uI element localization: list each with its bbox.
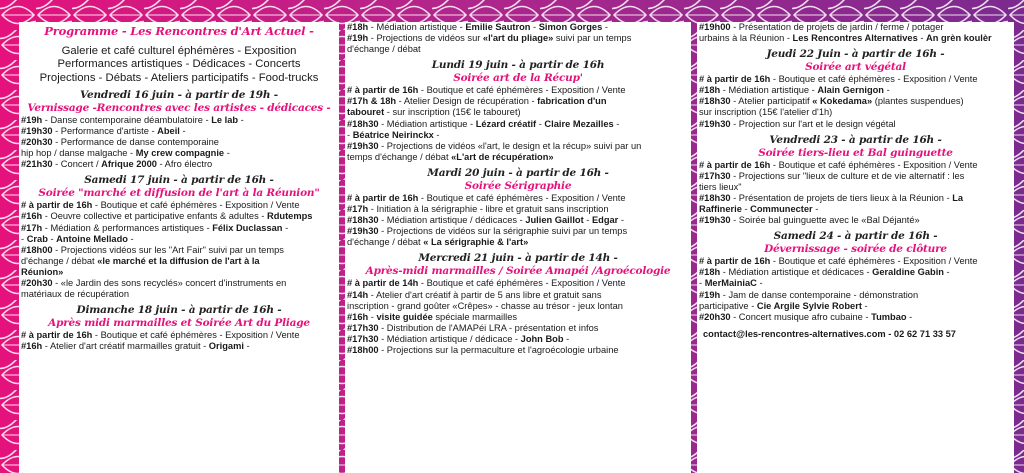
time-label: #20h30 — [699, 311, 731, 322]
line-text: - Projection sur l'art et le design végétal — [730, 118, 896, 129]
line-text: - — [602, 22, 608, 32]
line-text: - Projections vidéos sur les "Art Fair" suivi par un temps — [52, 244, 284, 255]
program-line — [697, 119, 1014, 130]
artist-name: Edgar — [591, 215, 619, 226]
day-block-monday-19 — [345, 59, 691, 163]
time-label: #20h30 — [21, 137, 53, 148]
program-line — [697, 85, 1014, 96]
program-line — [19, 211, 339, 222]
line-text: - Boutique et café éphémères - Exposition / Vente — [418, 192, 626, 203]
artist-name: An grèn koulèr — [926, 33, 992, 44]
program-line — [345, 334, 691, 345]
day-block-saturday-24 — [697, 230, 1014, 323]
artist-name: MerMainiaC — [704, 278, 757, 289]
program-line — [19, 245, 339, 256]
program-line — [345, 226, 691, 237]
line-text: - — [884, 85, 890, 96]
time-label: #17h — [21, 222, 43, 233]
program-line — [697, 96, 1014, 107]
artist-name: « Kokedama» — [812, 96, 873, 107]
artist-name: Afrique 2000 — [101, 159, 157, 170]
program-line — [19, 223, 339, 234]
artist-name: Emilie Sautron — [465, 22, 531, 32]
program-line — [697, 171, 1014, 182]
line-text: - — [917, 33, 927, 44]
day-block-saturday-17 — [19, 174, 339, 300]
line-text: - Performance d'artiste - — [52, 125, 158, 136]
artist-name: Cie Argile Sylvie Robert — [756, 300, 862, 311]
line-text: - Projections sur la permaculture et l'agroécologie urbaine — [378, 344, 619, 355]
line-text: - — [741, 204, 751, 215]
line-text: d'échange / débat — [21, 255, 98, 266]
line-text: - Médiation artistique - — [368, 22, 466, 32]
line-text: - Performance de danse contemporaine — [52, 137, 219, 148]
line-text: d'échange / débat — [347, 44, 421, 55]
artist-name: «l'art du pliage» — [482, 33, 554, 44]
event-title: Après-midi marmailles / Soirée Amapéi /Agroécologie — [365, 265, 671, 278]
event-schedule — [345, 85, 691, 163]
line-text: - — [530, 22, 539, 32]
time-label: #19h30 — [347, 140, 379, 151]
continued-lines — [345, 22, 691, 55]
line-text: hip hop / danse malgache - — [21, 148, 136, 159]
artist-name: Antoine Mellado — [56, 233, 128, 244]
program-line — [345, 152, 691, 163]
artist-name: «le marché et la diffusion de l'art à la — [97, 255, 260, 266]
artist-name: Lézard créatif — [475, 118, 537, 129]
artist-name: visite guidée — [376, 311, 433, 322]
event-schedule — [697, 256, 1014, 323]
event-title: Soirée art de la Récup' — [453, 72, 583, 85]
line-text: - Présentation de projets de tiers lieux à la Réunion - — [730, 192, 953, 203]
artist-name: tabouret — [347, 107, 385, 118]
line-text: - Projections de vidéos sur — [368, 33, 483, 44]
line-text: - Concert musique afro cubaine - — [730, 311, 872, 322]
line-text: d'échange / débat — [347, 237, 424, 248]
time-label: # à partir de 16h — [347, 85, 419, 96]
program-line — [697, 22, 1014, 33]
line-text: (plantes suspendues) — [872, 96, 964, 107]
line-text: - — [906, 311, 913, 322]
line-text: - Boutique et café éphémères - Exposition / Vente — [418, 85, 626, 96]
day-block-tuesday-20 — [345, 167, 691, 248]
line-text: - Atelier d'art créatif à partir de 5 ans libre et gratuit sans — [368, 289, 602, 300]
line-text: - — [21, 233, 27, 244]
line-text: - Médiation artistique / dédicaces - — [378, 215, 526, 226]
artist-name: La — [952, 192, 964, 203]
intro-line: Galerie et café culturel éphémères - Exposition — [61, 45, 297, 57]
program-line — [345, 345, 691, 356]
line-text: - — [812, 204, 819, 215]
time-label: #17h & 18h — [347, 96, 397, 107]
event-schedule — [19, 115, 339, 170]
program-line — [697, 256, 1014, 267]
program-line — [345, 130, 691, 141]
program-title: Programme - Les Rencontres d'Art Actuel - — [44, 24, 314, 38]
time-label: #16h — [21, 341, 43, 352]
program-line — [19, 200, 339, 211]
event-schedule — [697, 74, 1014, 129]
line-text: - Boutique et café éphémères - Exposition / Vente — [92, 200, 300, 211]
time-label: #16h — [347, 311, 369, 322]
artist-name: Raffinerie — [699, 204, 742, 215]
program-line — [19, 126, 339, 137]
time-label: #19h00 — [699, 22, 731, 32]
event-schedule — [697, 160, 1014, 227]
program-line — [345, 44, 691, 55]
day-block-friday-16 — [19, 89, 339, 170]
time-label: #14h — [347, 289, 369, 300]
program-line — [697, 215, 1014, 226]
time-label: #18h00 — [347, 344, 379, 355]
line-text: - Médiation artistique et dédicaces - — [720, 267, 873, 278]
line-text: - «le Jardin des sons recyclés» concert d'instruments en — [52, 278, 287, 289]
line-text: - — [613, 118, 620, 129]
time-label: #19h — [347, 33, 369, 44]
event-schedule — [19, 330, 339, 352]
time-label: # à partir de 14h — [347, 278, 419, 289]
line-text: matériaux de récupération — [21, 289, 130, 300]
line-text: - — [368, 311, 377, 322]
time-label: # à partir de 16h — [699, 256, 771, 267]
line-text: - Boutique et café éphémères - Exposition / Vente — [770, 256, 978, 267]
time-label: #20h30 — [21, 278, 53, 289]
artist-name: Béatrice Neirinckx — [352, 129, 434, 140]
program-line — [19, 267, 339, 278]
line-text: - — [563, 333, 570, 344]
time-label: #19h — [699, 289, 721, 300]
time-label: #17h30 — [699, 170, 731, 181]
program-line — [19, 148, 339, 159]
event-title: Après midi marmailles et Soirée Art du Pliage — [48, 317, 310, 330]
program-line — [345, 237, 691, 248]
line-text: - Atelier Design de récupération - — [396, 96, 538, 107]
time-label: #19h30 — [699, 215, 731, 226]
time-label: #17h — [347, 204, 369, 215]
day-date-heading: Samedi 17 juin - à partir de 16h - — [84, 174, 274, 187]
program-line — [19, 137, 339, 148]
program-column-3 — [697, 22, 1014, 473]
line-text: - — [282, 222, 289, 233]
line-text: - — [47, 233, 57, 244]
time-label: #18h — [699, 267, 721, 278]
line-text: - Initiation à la sérigraphie - libre et gratuit sans inscription — [368, 204, 609, 215]
time-label: # à partir de 16h — [347, 192, 419, 203]
event-title: Vernissage -Rencontres avec les artistes - dédicaces - — [27, 101, 331, 114]
artist-name: Les Rencontres Alternatives — [792, 33, 918, 44]
artist-name: Origami — [208, 341, 244, 352]
day-date-heading: Jeudi 22 Juin - à partir de 16h - — [766, 48, 945, 61]
program-line — [345, 193, 691, 204]
artist-name: Alain Gernigon — [817, 85, 884, 96]
time-label: #18h30 — [699, 96, 731, 107]
artist-name: «L'art de récupération» — [451, 151, 554, 162]
program-line — [345, 215, 691, 226]
artist-name: Tumbao — [871, 311, 907, 322]
line-text: - Afro électro — [156, 159, 213, 170]
artist-name: Simon Gorges — [538, 22, 603, 32]
day-block-friday-23 — [697, 134, 1014, 227]
time-label: #19h30 — [699, 118, 731, 129]
day-date-heading: Vendredi 16 juin - à partir de 19h - — [80, 88, 278, 101]
artist-name: Félix Duclassan — [212, 222, 283, 233]
intro-line: Projections - Débats - Ateliers participatifs - Food-trucks — [39, 71, 319, 84]
line-text: spéciale marmailles — [432, 311, 518, 322]
continued-lines — [697, 22, 1014, 44]
program-line — [345, 107, 691, 118]
program-line — [19, 256, 339, 267]
contact-line[interactable]: contact@les-rencontres-alternatives.com - 02 62 71 33 57 — [703, 328, 956, 339]
event-schedule — [345, 193, 691, 248]
time-label: # à partir de 16h — [21, 200, 93, 211]
line-text: - — [433, 129, 440, 140]
program-line — [697, 278, 1014, 289]
program-line — [19, 278, 339, 289]
program-line — [697, 290, 1014, 301]
line-text: - — [943, 267, 950, 278]
artist-name: Claire Mezailles — [544, 118, 614, 129]
line-text: - Atelier participatif — [730, 96, 813, 107]
day-block-thursday-22 — [697, 48, 1014, 129]
program-line — [697, 74, 1014, 85]
day-date-heading: Mardi 20 juin - à partir de 16h - — [427, 166, 609, 179]
day-date-heading: Mercredi 21 juin - à partir de 14h - — [418, 252, 618, 265]
event-title: Dévernissage - soirée de clôture — [764, 243, 947, 256]
line-text: - — [347, 129, 353, 140]
artist-name: John Bob — [520, 333, 564, 344]
line-text: - Danse contemporaine déambulatoire - — [42, 114, 212, 125]
program-column-1 — [19, 22, 339, 473]
program-line — [697, 182, 1014, 193]
line-text: sur inscription (15€ l'atelier d'1h) — [699, 107, 833, 118]
line-text: - — [238, 114, 244, 125]
artist-name: Communecter — [750, 204, 813, 215]
line-text: participative - — [699, 300, 757, 311]
time-label: #18h30 — [347, 118, 379, 129]
event-title: Soirée Sérigraphie — [464, 179, 572, 192]
artist-name: fabrication d'un — [537, 96, 607, 107]
line-text: - Médiation & performances artistiques - — [42, 222, 213, 233]
program-line — [345, 33, 691, 44]
program-line — [345, 323, 691, 334]
time-label: #18h — [699, 85, 721, 96]
time-label: #16h — [21, 211, 43, 222]
program-line — [345, 85, 691, 96]
line-text: - — [536, 118, 545, 129]
time-label: #18h00 — [21, 244, 53, 255]
line-text: - — [699, 278, 705, 289]
program-line — [345, 278, 691, 289]
event-schedule — [345, 278, 691, 356]
program-line — [345, 312, 691, 323]
time-label: # à partir de 16h — [699, 74, 771, 85]
time-label: #19h — [21, 114, 43, 125]
line-text: - Boutique et café éphémères - Exposition / Vente — [418, 278, 626, 289]
program-line — [19, 289, 339, 300]
line-text: - Concert / — [52, 159, 102, 170]
time-label: #18h30 — [699, 192, 731, 203]
line-text: - — [583, 215, 592, 226]
line-text: - Atelier d'art créatif marmailles gratuit - — [42, 341, 209, 352]
artist-name: Abeil — [157, 125, 180, 136]
line-text: - Boutique et café éphémères - Exposition / Vente — [92, 330, 300, 341]
day-date-heading: Lundi 19 juin - à partir de 16h — [431, 59, 605, 72]
line-text: - sur inscription (15€ le tabouret) — [384, 107, 521, 118]
program-line — [697, 267, 1014, 278]
day-date-heading: Samedi 24 - à partir de 16h - — [773, 230, 938, 243]
line-text: - — [243, 341, 250, 352]
line-text: - — [127, 233, 134, 244]
program-line — [345, 301, 691, 312]
program-line — [697, 204, 1014, 215]
program-line — [345, 96, 691, 107]
program-line — [345, 204, 691, 215]
artist-name: Geraldine Gabin — [872, 267, 944, 278]
program-line — [19, 115, 339, 126]
day-date-heading: Dimanche 18 juin - à partir de 16h - — [76, 304, 282, 317]
time-label: #19h30 — [21, 125, 53, 136]
line-text: - — [179, 125, 186, 136]
line-text: - Boutique et café éphémères - Exposition / Vente — [770, 74, 978, 85]
time-label: # à partir de 16h — [21, 330, 93, 341]
program-line — [345, 141, 691, 152]
program-line — [19, 341, 339, 352]
time-label: #18h — [347, 22, 369, 32]
artist-name: Rdutemps — [267, 211, 313, 222]
program-line — [345, 119, 691, 130]
line-text: inscription - grand goûter «Crêpes» - chasse au trésor - jeux lontan — [347, 300, 623, 311]
line-text: - — [756, 278, 763, 289]
artist-name: My crew compagnie — [135, 148, 225, 159]
day-date-heading: Vendredi 23 - à partir de 16h - — [769, 133, 942, 146]
line-text: - Médiation artistique / dédicace - — [378, 333, 521, 344]
line-text: - Projections sur "lieux de culture et de vie alternatif : les — [730, 170, 965, 181]
time-label: #21h30 — [21, 159, 53, 170]
event-title: Soirée tiers-lieu et Bal guinguette — [758, 146, 953, 159]
intro-line: Performances artistiques - Dédicaces - Concerts — [57, 58, 301, 71]
line-text: suivi par un temps — [553, 33, 632, 44]
line-text: - Jam de danse contemporaine - démonstration — [720, 289, 919, 300]
program-line — [19, 330, 339, 341]
line-text: - Médiation artistique - — [378, 118, 476, 129]
artist-name: « La sérigraphie & l'art» — [423, 237, 529, 248]
line-text: - Distribution de l'AMAPéi LRA - présentation et infos — [378, 322, 599, 333]
program-line — [345, 290, 691, 301]
line-text: tiers lieux" — [699, 181, 742, 192]
time-label: #18h30 — [347, 215, 379, 226]
program-line — [697, 107, 1014, 118]
program-line — [697, 312, 1014, 323]
time-label: #17h30 — [347, 322, 379, 333]
line-text: temps d'échange / débat — [347, 151, 452, 162]
artist-name: Crab — [26, 233, 48, 244]
line-text: - Médiation artistique - — [720, 85, 818, 96]
line-text: - — [224, 148, 230, 159]
line-text: - Boutique et café éphémères - Exposition / Vente — [770, 159, 978, 170]
line-text: - — [861, 300, 868, 311]
line-text: - Oeuvre collective et participative enfants & adultes - — [42, 211, 267, 222]
program-line — [697, 160, 1014, 171]
program-line — [697, 301, 1014, 312]
artist-name: Réunion» — [21, 266, 64, 277]
program-column-2 — [345, 22, 691, 473]
line-text: - Soirée bal guinguette avec le «Bal Déjanté» — [730, 215, 920, 226]
time-label: #19h30 — [347, 226, 379, 237]
program-line — [697, 193, 1014, 204]
event-schedule — [19, 200, 339, 300]
line-text: - — [618, 215, 624, 226]
program-line — [345, 22, 691, 33]
event-title: Soirée "marché et diffusion de l'art à la Réunion" — [38, 187, 320, 200]
time-label: # à partir de 16h — [699, 159, 771, 170]
line-text: - Présentation de projets de jardin / ferme / potager — [730, 22, 944, 32]
program-line — [697, 33, 1014, 44]
artist-name: Le lab — [211, 114, 239, 125]
day-block-wednesday-21 — [345, 252, 691, 356]
time-label: #17h30 — [347, 333, 379, 344]
program-line — [19, 234, 339, 245]
event-title: Soirée art végétal — [805, 61, 906, 74]
line-text: - Projections de vidéos «l'art, le design et la récup» suivi par un — [378, 140, 642, 151]
program-line — [19, 159, 339, 170]
artist-name: Julien Gaillot — [525, 215, 584, 226]
day-block-sunday-18 — [19, 304, 339, 352]
line-text: urbains à la Réunion - — [699, 33, 793, 44]
line-text: - Projections de vidéos sur la sérigraphie suivi par un temps — [378, 226, 628, 237]
